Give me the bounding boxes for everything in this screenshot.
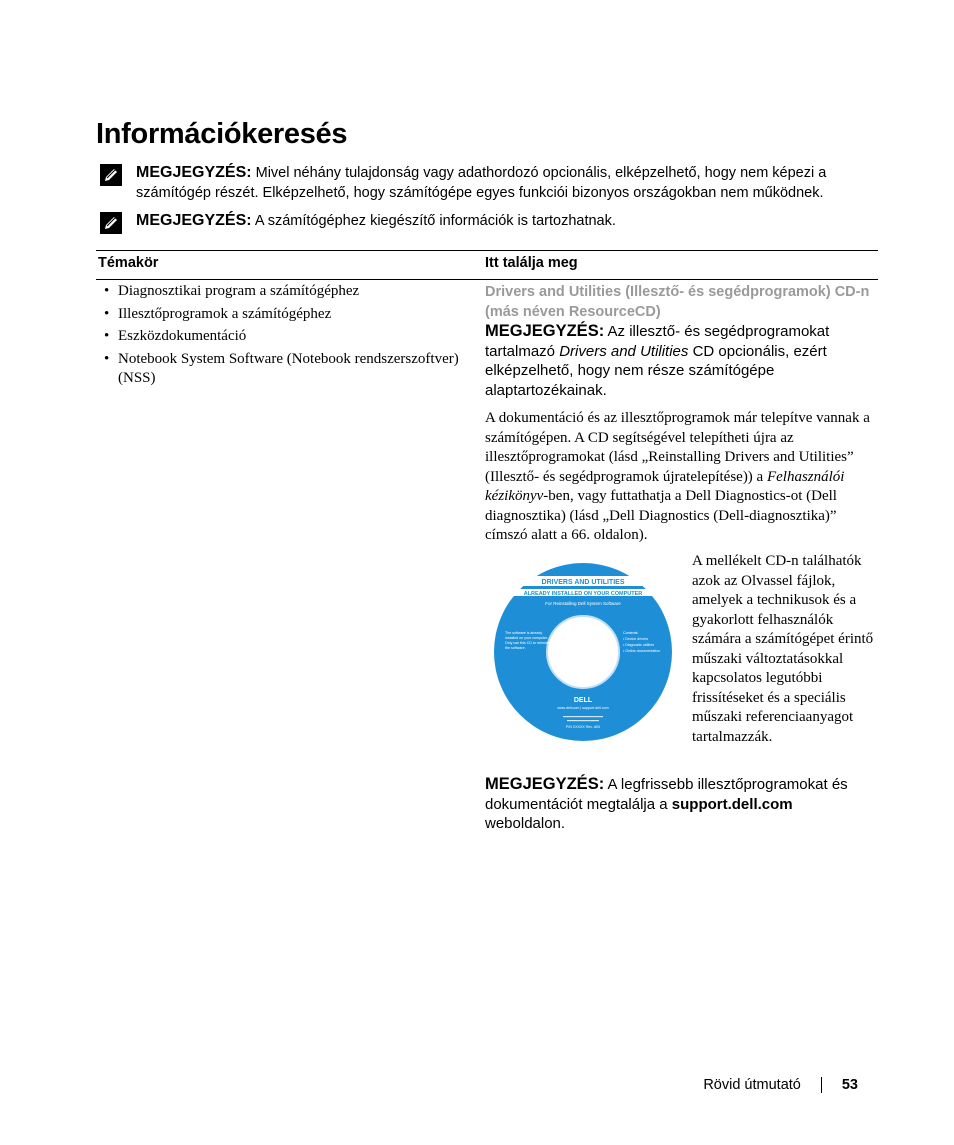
cd-left-text-3: Only use this CD to reinstall (505, 641, 550, 645)
page-title: Információkeresés (96, 118, 348, 150)
cd-right-text-3: • Diagnostic utilities (623, 643, 655, 647)
note-label: MEGJEGYZÉS: (136, 164, 252, 181)
cd-label-line3: For Reinstalling Dell System Software (545, 601, 621, 606)
note-label: MEGJEGYZÉS: (485, 322, 605, 340)
note-label: MEGJEGYZÉS: (136, 212, 252, 229)
footer-divider (821, 1077, 822, 1093)
cd-left-text-2: installed on your computer. (505, 636, 548, 640)
note-text-after: CD opcionális, ezért elképzelhető, hogy nem része számítógépe alaptartozékainak. (485, 342, 827, 399)
cd-right-text-1: Contents: (623, 631, 639, 635)
cd-heading: Drivers and Utilities (Illesztő- és segédprogramok) CD-n (más néven ResourceCD) (485, 284, 870, 320)
cd-url: www.dell.com | support.dell.com (557, 706, 609, 710)
cd-note (485, 322, 875, 400)
footer-section: Rövid útmutató (703, 1077, 801, 1093)
support-link: support.dell.com (671, 795, 793, 813)
dell-logo: DELL (573, 697, 593, 704)
table-top-rule (96, 250, 878, 251)
note-text-before: Az illesztő- és segédprogramokat tartalmazó (485, 323, 830, 360)
list-item: • Illesztőprogramok a számítógéphez (104, 305, 474, 325)
table-header-topic: Témakör (98, 255, 159, 271)
cd-right-text-2: • Device drivers (623, 637, 649, 641)
cd-label-line2: ALREADY INSTALLED ON YOUR COMPUTER (523, 591, 643, 597)
note-text: A számítógéphez kiegészítő információk is tartozhatnak. (254, 213, 616, 229)
note-pencil-icon (100, 212, 122, 234)
table-header-location: Itt találja meg (485, 255, 578, 271)
cd-left-text-4: the software. (505, 646, 526, 650)
list-item: • Eszközdokumentáció (104, 327, 474, 347)
support-note (485, 775, 865, 834)
cd-label-line1: DRIVERS AND UTILITIES (541, 579, 625, 586)
note-text-after: weboldalon. (485, 815, 566, 832)
cd-description: A mellékelt CD-n találhatók azok az Olvassel fájlok, amelyek a technikusok és a gyakorlott felhasználók számára a számítógépet érintő műszaki változtatásokkal kapcsolatos legutóbbi frissítéseket és a speciális műszaki referenciaanyagot tartalmazzák. (692, 553, 874, 745)
note-text-italic: Drivers and Utilities (559, 342, 689, 360)
page-footer (703, 1077, 858, 1093)
drivers-and-utilities-cd-image (493, 562, 673, 742)
cd-right-text-4: • Online documentation (623, 649, 661, 653)
para-italic: Felhasználói kézikönyv (485, 468, 845, 504)
para-before: A dokumentáció és az illesztőprogramok már telepítve vannak a számítógépen. A CD segítségével telepítheti újra az illesztőprogramokat (lásd „Reinstalling Drivers and Utilities” (Illesztő- és segédprogramok újratelepítése)) a (485, 410, 870, 485)
cd-left-text-1: The software is already (505, 631, 543, 635)
note-text-before: A legfrissebb illesztőprogramokat és dokumentációt megtalálja a (485, 776, 848, 813)
cd-part-number: P/N XXXXX Rev. A00 (565, 725, 601, 729)
para-after: -ben, vagy futtathatja a Dell Diagnostics-ot (Dell diagnosztika) (lásd „Dell Diagnostics (Dell-diagnosztika)” címszó alatt a 66. oldalon). (485, 488, 837, 543)
topic-list (104, 282, 474, 392)
list-item: • Diagnosztikai program a számítógéphez (104, 282, 474, 302)
note-1 (100, 163, 860, 203)
note-text: Mivel néhány tulajdonság vagy adathordozó opcionális, elképzelhető, hogy nem képezi a számítógép részét. Elképzelhető, hogy számítógépe egyes funkciói bizonyos országokban nem működnek. (136, 165, 827, 201)
page-number: 53 (841, 1077, 858, 1093)
list-item: • Notebook System Software (Notebook rendszerszoftver) (NSS) (104, 350, 474, 389)
note-pencil-icon (100, 164, 122, 186)
note-2 (100, 211, 860, 231)
documentation-paragraph (485, 409, 870, 546)
table-header-rule (96, 279, 878, 280)
note-label: MEGJEGYZÉS: (485, 775, 605, 793)
